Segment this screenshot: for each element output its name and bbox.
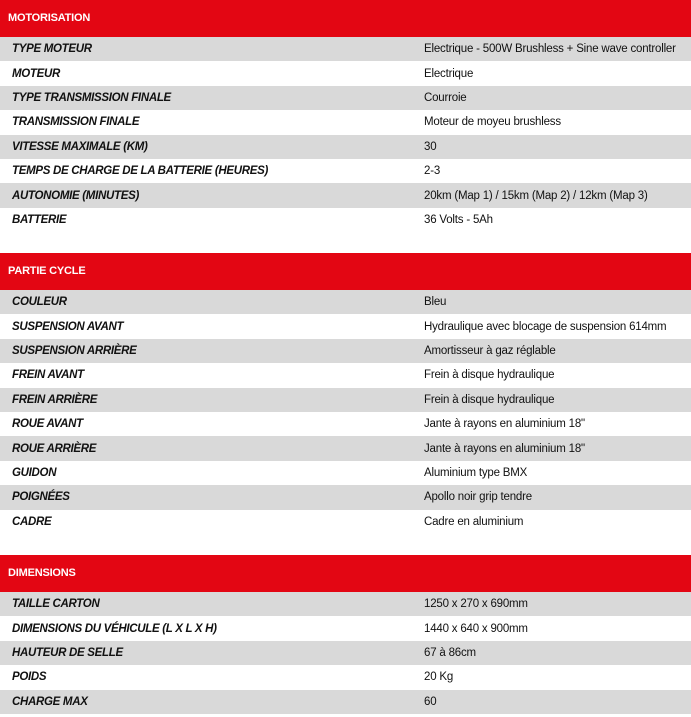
spec-value: Jante à rayons en aluminium 18" bbox=[424, 442, 585, 455]
spec-row bbox=[0, 86, 691, 110]
spec-label: DIMENSIONS DU VÉHICULE (L X L X H) bbox=[12, 622, 217, 635]
spec-label: TAILLE CARTON bbox=[12, 598, 100, 611]
spec-value: Electrique bbox=[424, 67, 474, 80]
spec-row bbox=[0, 641, 691, 665]
spec-row bbox=[0, 314, 691, 338]
spec-value: Bleu bbox=[424, 296, 447, 309]
spec-row bbox=[0, 61, 691, 85]
spec-label: TYPE TRANSMISSION FINALE bbox=[12, 91, 171, 104]
spec-label: VITESSE MAXIMALE (KM) bbox=[12, 140, 148, 153]
spec-label: MOTEUR bbox=[12, 67, 61, 80]
spec-value: 2-3 bbox=[424, 165, 441, 178]
spec-row bbox=[0, 412, 691, 436]
spec-value: 1440 x 640 x 900mm bbox=[424, 622, 528, 635]
spec-row bbox=[0, 592, 691, 616]
spec-value: Electrique - 500W Brushless + Sine wave controller bbox=[424, 43, 676, 56]
spec-row bbox=[0, 690, 691, 714]
spec-value: 60 bbox=[424, 695, 437, 708]
spec-row bbox=[0, 510, 691, 534]
section-title: DIMENSIONS bbox=[0, 555, 691, 592]
spec-label: POIDS bbox=[12, 671, 47, 684]
spec-value: Amortisseur à gaz réglable bbox=[424, 344, 556, 357]
spec-value: 20km (Map 1) / 15km (Map 2) / 12km (Map 3) bbox=[424, 189, 648, 202]
spec-value: Frein à disque hydraulique bbox=[424, 369, 555, 382]
spec-row bbox=[0, 436, 691, 460]
section-title: MOTORISATION bbox=[0, 0, 691, 37]
spec-row bbox=[0, 665, 691, 689]
spec-value: 1250 x 270 x 690mm bbox=[424, 598, 528, 611]
spec-label: TRANSMISSION FINALE bbox=[12, 116, 140, 129]
spec-row bbox=[0, 388, 691, 412]
spec-label: SUSPENSION ARRIÈRE bbox=[12, 344, 137, 357]
spec-label: TYPE MOTEUR bbox=[12, 43, 92, 56]
spec-row bbox=[0, 208, 691, 232]
spec-label: POIGNÉES bbox=[12, 491, 70, 504]
spec-row bbox=[0, 183, 691, 207]
spec-row bbox=[0, 110, 691, 134]
spec-label: COULEUR bbox=[12, 296, 67, 309]
section-title: PARTIE CYCLE bbox=[0, 253, 691, 290]
spec-row bbox=[0, 616, 691, 640]
spec-label: SUSPENSION AVANT bbox=[12, 320, 124, 333]
spec-row bbox=[0, 37, 691, 61]
spec-row bbox=[0, 159, 691, 183]
spec-row bbox=[0, 135, 691, 159]
section-partie-cycle bbox=[0, 253, 691, 534]
spec-label: GUIDON bbox=[12, 466, 57, 479]
spec-value: 67 à 86cm bbox=[424, 646, 476, 659]
spec-value: Moteur de moyeu brushless bbox=[424, 116, 561, 129]
section-dimensions bbox=[0, 555, 691, 714]
spec-label: ROUE AVANT bbox=[12, 418, 83, 431]
spec-row bbox=[0, 485, 691, 509]
spec-label: FREIN AVANT bbox=[12, 369, 84, 382]
spec-label: BATTERIE bbox=[12, 213, 67, 226]
spec-label: CHARGE MAX bbox=[12, 695, 88, 708]
spec-value: Cadre en aluminium bbox=[424, 515, 524, 528]
spec-label: HAUTEUR DE SELLE bbox=[12, 646, 123, 659]
spec-row bbox=[0, 339, 691, 363]
spec-label: FREIN ARRIÈRE bbox=[12, 393, 98, 406]
section-motorisation bbox=[0, 0, 691, 232]
spec-value: Jante à rayons en aluminium 18" bbox=[424, 418, 585, 431]
spec-value: Frein à disque hydraulique bbox=[424, 393, 555, 406]
spec-label: AUTONOMIE (MINUTES) bbox=[12, 189, 139, 202]
spec-row bbox=[0, 290, 691, 314]
spec-row bbox=[0, 461, 691, 485]
spec-label: CADRE bbox=[12, 515, 52, 528]
spec-value: Hydraulique avec blocage de suspension 614mm bbox=[424, 320, 667, 333]
spec-label: TEMPS DE CHARGE DE LA BATTERIE (HEURES) bbox=[12, 165, 269, 178]
spec-row bbox=[0, 363, 691, 387]
spec-value: 36 Volts - 5Ah bbox=[424, 213, 493, 226]
spec-value: Aluminium type BMX bbox=[424, 466, 528, 479]
spec-value: Apollo noir grip tendre bbox=[424, 491, 532, 504]
spec-value: 20 Kg bbox=[424, 671, 454, 684]
spec-value: 30 bbox=[424, 140, 437, 153]
spec-value: Courroie bbox=[424, 91, 467, 104]
spec-label: ROUE ARRIÈRE bbox=[12, 442, 97, 455]
